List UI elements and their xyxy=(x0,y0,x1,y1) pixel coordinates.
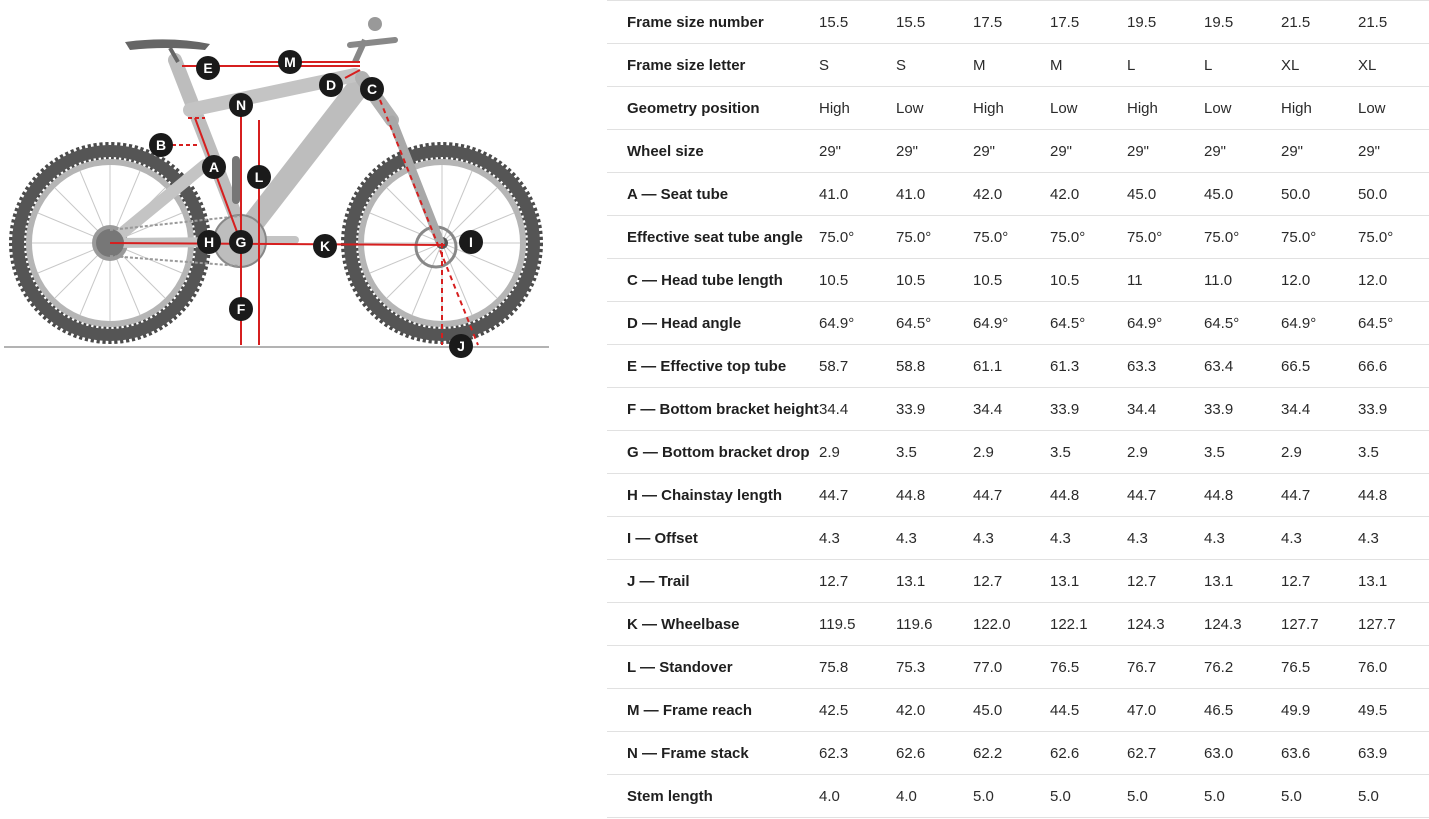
table-cell: 4.3 xyxy=(1281,517,1358,560)
table-cell: 12.0 xyxy=(1281,259,1358,302)
table-cell: 49.9 xyxy=(1281,689,1358,732)
table-cell: 62.6 xyxy=(896,732,973,775)
table-cell: Low xyxy=(1050,87,1127,130)
marker-label: N xyxy=(235,97,247,113)
marker-A xyxy=(202,155,226,179)
marker-label: J xyxy=(457,338,465,354)
table-cell: 3.5 xyxy=(1050,431,1127,474)
table-cell: 33.9 xyxy=(1204,388,1281,431)
row-label: Frame size letter xyxy=(607,44,819,87)
table-cell: 5.0 xyxy=(1281,775,1358,818)
marker-J xyxy=(449,334,473,358)
table-cell: 58.7 xyxy=(819,345,896,388)
table-cell: 4.3 xyxy=(1050,517,1127,560)
table-cell: 75.3 xyxy=(896,646,973,689)
table-cell: 3.5 xyxy=(1358,431,1429,474)
table-cell: 50.0 xyxy=(1281,173,1358,216)
marker-label: H xyxy=(203,234,215,250)
table-cell: 44.8 xyxy=(896,474,973,517)
table-cell: 29" xyxy=(1050,130,1127,173)
table-cell: 46.5 xyxy=(1204,689,1281,732)
table-cell: 3.5 xyxy=(1204,431,1281,474)
table-cell: 64.5° xyxy=(1358,302,1429,345)
marker-label: C xyxy=(366,81,378,97)
geometry-table xyxy=(607,0,1429,818)
table-cell: S xyxy=(896,44,973,87)
table-cell: M xyxy=(973,44,1050,87)
table-cell: 12.7 xyxy=(1127,560,1204,603)
table-cell: 44.8 xyxy=(1358,474,1429,517)
table-cell: 10.5 xyxy=(1050,259,1127,302)
table-cell: 5.0 xyxy=(973,775,1050,818)
marker-label: I xyxy=(469,234,473,250)
table-cell: 11 xyxy=(1127,259,1204,302)
table-cell: 77.0 xyxy=(973,646,1050,689)
marker-H xyxy=(197,230,221,254)
table-cell: Low xyxy=(1204,87,1281,130)
table-row xyxy=(607,775,1429,818)
table-cell: 29" xyxy=(819,130,896,173)
table-cell: 12.0 xyxy=(1358,259,1429,302)
table-cell: 49.5 xyxy=(1358,689,1429,732)
table-cell: 47.0 xyxy=(1127,689,1204,732)
table-cell: 21.5 xyxy=(1358,1,1429,44)
table-row xyxy=(607,388,1429,431)
table-cell: 17.5 xyxy=(1050,1,1127,44)
table-cell: 63.6 xyxy=(1281,732,1358,775)
table-cell: 12.7 xyxy=(1281,560,1358,603)
table-cell: 4.0 xyxy=(896,775,973,818)
table-cell: 29" xyxy=(896,130,973,173)
table-cell: 50.0 xyxy=(1358,173,1429,216)
table-cell: 10.5 xyxy=(896,259,973,302)
marker-M xyxy=(278,50,302,74)
marker-label: M xyxy=(284,54,296,70)
table-cell: 75.0° xyxy=(973,216,1050,259)
row-label: H — Chainstay length xyxy=(607,474,819,517)
table-cell: 75.0° xyxy=(1358,216,1429,259)
table-cell: 17.5 xyxy=(973,1,1050,44)
table-row xyxy=(607,216,1429,259)
marker-E xyxy=(196,56,220,80)
table-cell: 33.9 xyxy=(1050,388,1127,431)
table-row xyxy=(607,44,1429,87)
table-cell: 34.4 xyxy=(819,388,896,431)
table-cell: 76.5 xyxy=(1050,646,1127,689)
table-cell: 64.9° xyxy=(1127,302,1204,345)
table-cell: 75.0° xyxy=(1204,216,1281,259)
table-cell: 2.9 xyxy=(973,431,1050,474)
table-cell: 4.3 xyxy=(1358,517,1429,560)
table-cell: 63.0 xyxy=(1204,732,1281,775)
marker-N xyxy=(229,93,253,117)
row-label: Geometry position xyxy=(607,87,819,130)
table-cell: 62.7 xyxy=(1127,732,1204,775)
table-cell: 62.3 xyxy=(819,732,896,775)
table-cell: 13.1 xyxy=(1204,560,1281,603)
table-cell: Low xyxy=(1358,87,1429,130)
table-row xyxy=(607,732,1429,775)
table-row xyxy=(607,560,1429,603)
row-label: C — Head tube length xyxy=(607,259,819,302)
row-label: Effective seat tube angle xyxy=(607,216,819,259)
table-cell: 33.9 xyxy=(1358,388,1429,431)
marker-G xyxy=(229,230,253,254)
table-row xyxy=(607,689,1429,732)
table-cell: 64.9° xyxy=(973,302,1050,345)
table-cell: 44.8 xyxy=(1050,474,1127,517)
table-cell: 45.0 xyxy=(973,689,1050,732)
table-cell: 75.8 xyxy=(819,646,896,689)
marker-D xyxy=(319,73,343,97)
table-cell: 34.4 xyxy=(973,388,1050,431)
marker-label: G xyxy=(235,234,247,250)
table-cell: 61.1 xyxy=(973,345,1050,388)
table-cell: High xyxy=(973,87,1050,130)
table-row xyxy=(607,474,1429,517)
table-cell: 29" xyxy=(1358,130,1429,173)
table-cell: 64.9° xyxy=(819,302,896,345)
table-cell: 66.5 xyxy=(1281,345,1358,388)
table-cell: XL xyxy=(1358,44,1429,87)
marker-B xyxy=(149,133,173,157)
table-cell: 42.0 xyxy=(896,689,973,732)
marker-L xyxy=(247,165,271,189)
table-cell: S xyxy=(819,44,896,87)
marker-label: E xyxy=(203,60,213,76)
table-cell: 34.4 xyxy=(1281,388,1358,431)
cockpit xyxy=(125,17,395,62)
row-label: Wheel size xyxy=(607,130,819,173)
table-cell: 63.4 xyxy=(1204,345,1281,388)
table-cell: 119.6 xyxy=(896,603,973,646)
table-cell: 29" xyxy=(1127,130,1204,173)
marker-label: B xyxy=(155,137,167,153)
table-cell: 75.0° xyxy=(819,216,896,259)
table-cell: Low xyxy=(896,87,973,130)
table-cell: 5.0 xyxy=(1127,775,1204,818)
row-label: F — Bottom bracket height xyxy=(607,388,819,431)
table-cell: 10.5 xyxy=(973,259,1050,302)
table-cell: High xyxy=(819,87,896,130)
table-cell: 76.2 xyxy=(1204,646,1281,689)
table-cell: L xyxy=(1204,44,1281,87)
table-cell: 2.9 xyxy=(819,431,896,474)
table-cell: High xyxy=(1281,87,1358,130)
table-cell: 19.5 xyxy=(1204,1,1281,44)
marker-label: L xyxy=(254,169,264,185)
table-cell: 58.8 xyxy=(896,345,973,388)
table-cell: 42.0 xyxy=(1050,173,1127,216)
table-cell: 15.5 xyxy=(819,1,896,44)
table-cell: 63.9 xyxy=(1358,732,1429,775)
table-row xyxy=(607,173,1429,216)
table-cell: 75.0° xyxy=(1050,216,1127,259)
table-cell: 45.0 xyxy=(1204,173,1281,216)
table-cell: 5.0 xyxy=(1204,775,1281,818)
marker-label: K xyxy=(319,238,331,254)
marker-C xyxy=(360,77,384,101)
table-cell: 44.7 xyxy=(1127,474,1204,517)
table-cell: 42.5 xyxy=(819,689,896,732)
row-label: D — Head angle xyxy=(607,302,819,345)
marker-label: A xyxy=(208,159,220,175)
table-cell: 44.8 xyxy=(1204,474,1281,517)
table-cell: 62.2 xyxy=(973,732,1050,775)
table-cell: 13.1 xyxy=(1050,560,1127,603)
table-cell: 124.3 xyxy=(1204,603,1281,646)
table-cell: 76.5 xyxy=(1281,646,1358,689)
row-label: Frame size number xyxy=(607,1,819,44)
table-cell: 127.7 xyxy=(1281,603,1358,646)
table-row xyxy=(607,603,1429,646)
table-cell: 75.0° xyxy=(896,216,973,259)
bike-geometry-diagram xyxy=(0,0,560,360)
table-cell: 12.7 xyxy=(819,560,896,603)
table-row xyxy=(607,130,1429,173)
table-cell: 76.7 xyxy=(1127,646,1204,689)
table-cell: 122.1 xyxy=(1050,603,1127,646)
table-cell: 44.7 xyxy=(973,474,1050,517)
table-cell: 44.7 xyxy=(1281,474,1358,517)
table-cell: 29" xyxy=(1281,130,1358,173)
table-cell: 10.5 xyxy=(819,259,896,302)
table-cell: 21.5 xyxy=(1281,1,1358,44)
table-cell: 62.6 xyxy=(1050,732,1127,775)
table-cell: 12.7 xyxy=(973,560,1050,603)
table-row xyxy=(607,1,1429,44)
table-cell: 64.5° xyxy=(1050,302,1127,345)
marker-label: D xyxy=(325,77,337,93)
table-cell: 11.0 xyxy=(1204,259,1281,302)
table-row xyxy=(607,302,1429,345)
row-label: K — Wheelbase xyxy=(607,603,819,646)
table-cell: 45.0 xyxy=(1127,173,1204,216)
table-cell: 2.9 xyxy=(1281,431,1358,474)
table-cell: 66.6 xyxy=(1358,345,1429,388)
table-cell: 13.1 xyxy=(896,560,973,603)
table-cell: 13.1 xyxy=(1358,560,1429,603)
marker-F xyxy=(229,297,253,321)
table-cell: 29" xyxy=(973,130,1050,173)
table-cell: 4.3 xyxy=(896,517,973,560)
table-cell: 5.0 xyxy=(1358,775,1429,818)
table-row xyxy=(607,431,1429,474)
row-label: E — Effective top tube xyxy=(607,345,819,388)
table-cell: 34.4 xyxy=(1127,388,1204,431)
row-label: J — Trail xyxy=(607,560,819,603)
table-cell: 4.0 xyxy=(819,775,896,818)
table-cell: 29" xyxy=(1204,130,1281,173)
table-cell: 119.5 xyxy=(819,603,896,646)
table-row xyxy=(607,517,1429,560)
marker-label: F xyxy=(236,301,246,317)
table-cell: 41.0 xyxy=(819,173,896,216)
table-cell: 4.3 xyxy=(819,517,896,560)
table-cell: 124.3 xyxy=(1127,603,1204,646)
row-label: L — Standover xyxy=(607,646,819,689)
table-cell: 63.3 xyxy=(1127,345,1204,388)
table-cell: 64.9° xyxy=(1281,302,1358,345)
table-cell: 75.0° xyxy=(1127,216,1204,259)
marker-I xyxy=(459,230,483,254)
table-cell: M xyxy=(1050,44,1127,87)
row-label: A — Seat tube xyxy=(607,173,819,216)
table-cell: 75.0° xyxy=(1281,216,1358,259)
table-cell: 76.0 xyxy=(1358,646,1429,689)
table-cell: 2.9 xyxy=(1127,431,1204,474)
table-cell: 3.5 xyxy=(896,431,973,474)
row-label: G — Bottom bracket drop xyxy=(607,431,819,474)
table-row xyxy=(607,646,1429,689)
table-row xyxy=(607,87,1429,130)
table-cell: 15.5 xyxy=(896,1,973,44)
row-label: M — Frame reach xyxy=(607,689,819,732)
table-cell: 19.5 xyxy=(1127,1,1204,44)
table-cell: 64.5° xyxy=(1204,302,1281,345)
table-cell: L xyxy=(1127,44,1204,87)
table-cell: 5.0 xyxy=(1050,775,1127,818)
table-cell: 33.9 xyxy=(896,388,973,431)
table-cell: 41.0 xyxy=(896,173,973,216)
table-cell: 44.5 xyxy=(1050,689,1127,732)
table-cell: 44.7 xyxy=(819,474,896,517)
table-cell: 4.3 xyxy=(1204,517,1281,560)
row-label: I — Offset xyxy=(607,517,819,560)
marker-K xyxy=(313,234,337,258)
table-row xyxy=(607,345,1429,388)
table-cell: 4.3 xyxy=(1127,517,1204,560)
table-cell: 127.7 xyxy=(1358,603,1429,646)
table-cell: 64.5° xyxy=(896,302,973,345)
table-cell: XL xyxy=(1281,44,1358,87)
row-label: N — Frame stack xyxy=(607,732,819,775)
table-cell: 4.3 xyxy=(973,517,1050,560)
table-cell: 122.0 xyxy=(973,603,1050,646)
table-row xyxy=(607,259,1429,302)
row-label: Stem length xyxy=(607,775,819,818)
table-cell: 61.3 xyxy=(1050,345,1127,388)
table-cell: 42.0 xyxy=(973,173,1050,216)
table-cell: High xyxy=(1127,87,1204,130)
